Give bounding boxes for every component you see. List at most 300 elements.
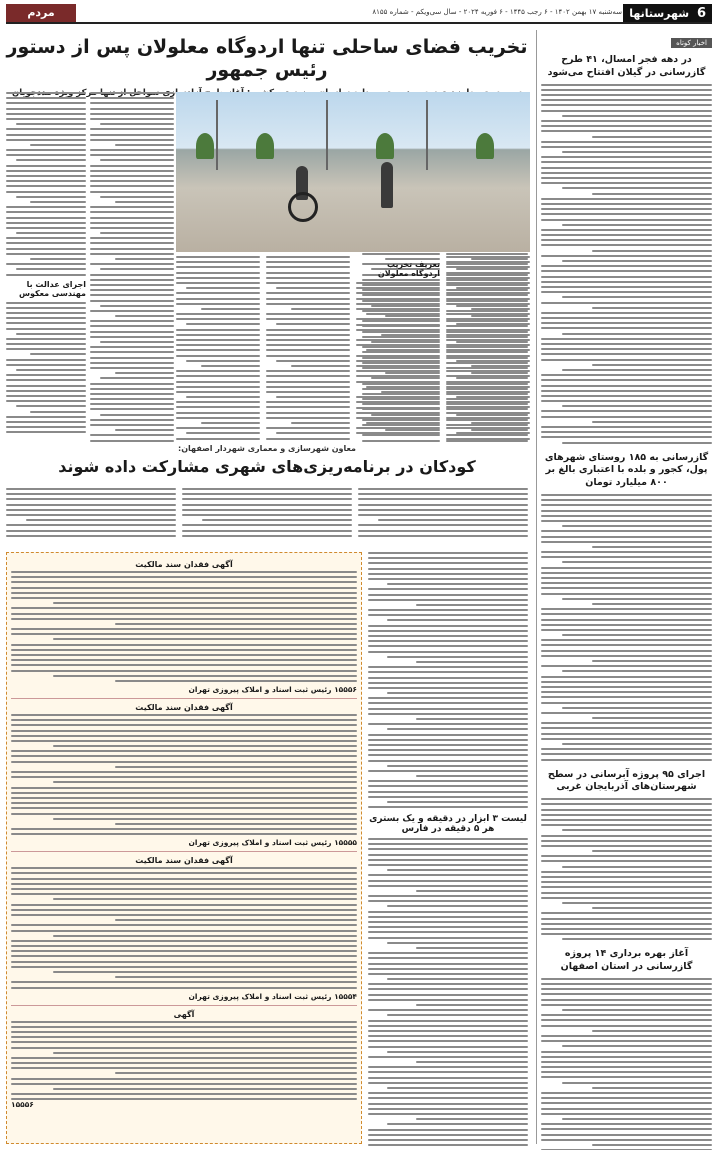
text-line <box>6 206 86 208</box>
text-line <box>541 89 712 91</box>
text-line <box>541 84 712 86</box>
lead-story <box>6 30 528 298</box>
text-line <box>6 385 86 387</box>
text-line <box>446 355 530 357</box>
text-line <box>90 419 174 421</box>
text-line <box>541 567 712 569</box>
text-line <box>100 341 174 343</box>
text-line <box>266 256 350 258</box>
text-line <box>541 410 712 412</box>
text-line <box>541 1108 712 1110</box>
text-line <box>592 1144 712 1146</box>
text-line <box>11 714 357 716</box>
text-line <box>541 814 712 816</box>
text-line <box>541 167 712 169</box>
text-line <box>356 355 440 357</box>
text-line <box>562 743 712 745</box>
text-line <box>368 640 528 642</box>
text-line <box>90 294 174 296</box>
text-line <box>541 881 712 883</box>
text-line <box>592 850 712 852</box>
text-line <box>16 333 86 335</box>
text-line <box>562 634 712 636</box>
text-line <box>592 364 712 366</box>
text-line <box>176 303 260 305</box>
text-line <box>358 493 528 495</box>
text-line <box>266 298 350 300</box>
text-line <box>387 692 528 694</box>
text-line <box>541 1051 712 1053</box>
text-line <box>6 364 86 366</box>
sidebar-item <box>541 452 712 761</box>
text-line <box>176 292 260 294</box>
text-line <box>541 835 712 837</box>
text-line <box>387 1014 528 1016</box>
news-box <box>368 814 528 1146</box>
text-line <box>90 388 174 390</box>
text-line <box>30 201 86 203</box>
text-line <box>6 102 86 104</box>
text-line <box>11 930 357 932</box>
text-line <box>53 898 357 900</box>
text-line <box>446 282 530 284</box>
text-line <box>266 277 350 279</box>
text-line <box>368 931 528 933</box>
text-line <box>541 871 712 873</box>
ad-footer: ۱۵۵۵۶ رئیس ثبت اسناد و املاک پیروزی تهران <box>188 684 357 694</box>
text-line <box>541 722 712 724</box>
text-line <box>592 136 712 138</box>
text-line <box>541 824 712 826</box>
text-line <box>358 535 528 537</box>
text-line <box>368 645 528 647</box>
text-line <box>562 369 712 371</box>
text-line <box>11 1067 357 1069</box>
text-line <box>90 175 174 177</box>
text-line <box>541 312 712 314</box>
text-line <box>541 208 712 210</box>
text-line <box>6 165 86 167</box>
text-line <box>541 104 712 106</box>
text-line <box>11 867 357 869</box>
text-line <box>541 130 712 132</box>
text-line <box>471 365 530 367</box>
text-line <box>11 649 357 651</box>
text-line <box>11 724 357 726</box>
text-line <box>16 268 86 270</box>
text-line <box>541 999 712 1001</box>
text-line <box>446 329 530 331</box>
text-line <box>368 1040 528 1042</box>
text-line <box>358 488 528 490</box>
text-line <box>541 983 712 985</box>
text-line <box>11 1093 357 1095</box>
text-line <box>266 292 350 294</box>
text-line <box>11 833 357 835</box>
text-line <box>541 239 712 241</box>
text-line <box>562 561 712 563</box>
text-line <box>356 360 440 362</box>
text-line <box>11 828 357 830</box>
text-line <box>90 128 174 130</box>
text-line <box>541 177 712 179</box>
sidebar-item <box>541 948 712 1150</box>
text-line <box>186 360 260 362</box>
text-line <box>6 400 86 402</box>
text-line <box>53 935 357 937</box>
text-line <box>6 322 86 324</box>
text-line <box>541 536 712 538</box>
text-line <box>541 897 712 899</box>
text-line <box>446 318 530 320</box>
text-line <box>291 365 350 367</box>
text-line <box>266 381 350 383</box>
text-line <box>11 659 357 661</box>
text-line <box>11 750 357 752</box>
text-line <box>541 270 712 272</box>
text-line <box>90 92 174 94</box>
text-line <box>562 829 712 831</box>
text-line <box>11 883 357 885</box>
text-line <box>387 1087 528 1089</box>
text-line <box>456 323 530 325</box>
text-line <box>541 1004 712 1006</box>
text-line <box>562 115 712 117</box>
text-line <box>541 343 712 345</box>
text-line <box>541 286 712 288</box>
text-line <box>368 1092 528 1094</box>
text-line <box>266 261 350 263</box>
text-line <box>266 339 350 341</box>
text-line <box>16 123 86 125</box>
text-line <box>266 329 350 331</box>
text-line <box>11 955 357 957</box>
text-line <box>541 182 712 184</box>
text-line <box>11 888 357 890</box>
text-line <box>90 331 174 333</box>
text-line <box>100 159 174 161</box>
text-line <box>11 961 357 963</box>
text-line <box>368 780 528 782</box>
text-line <box>11 924 357 926</box>
text-line <box>541 696 712 698</box>
text-line <box>541 400 712 402</box>
text-line <box>541 727 712 729</box>
masthead <box>6 4 712 37</box>
text-line <box>541 855 712 857</box>
news-box-title: لیست ۳ ابزار در دقیقه و یک بستری هر ۵ دقیقه در فارس <box>369 814 527 834</box>
text-line <box>381 334 440 336</box>
text-line <box>356 427 440 429</box>
text-line <box>592 250 712 252</box>
text-line <box>368 708 528 710</box>
text-line <box>6 343 86 345</box>
text-line <box>90 134 174 136</box>
text-line <box>201 422 260 424</box>
text-line <box>446 412 530 414</box>
text-line <box>541 876 712 878</box>
text-line <box>541 644 712 646</box>
text-line <box>592 660 712 662</box>
text-line <box>368 796 528 798</box>
text-line <box>541 681 712 683</box>
text-line <box>541 385 712 387</box>
text-line <box>541 624 712 626</box>
text-line <box>6 431 86 433</box>
text-line <box>541 265 712 267</box>
text-line <box>90 398 174 400</box>
text-line <box>182 535 352 537</box>
text-line <box>11 628 357 630</box>
text-line <box>416 718 528 720</box>
text-line <box>358 509 528 511</box>
text-line <box>368 952 528 954</box>
text-line <box>562 405 712 407</box>
text-line <box>11 576 357 578</box>
text-line <box>541 426 712 428</box>
sidebar-item <box>541 54 712 444</box>
text-line <box>6 348 86 350</box>
text-line <box>368 988 528 990</box>
text-line <box>6 175 86 177</box>
text-line <box>115 429 174 431</box>
story-intro <box>6 488 528 544</box>
text-line <box>266 349 350 351</box>
text-line <box>90 383 174 385</box>
text-line <box>368 843 528 845</box>
text-line <box>562 670 712 672</box>
text-line <box>6 211 86 213</box>
text-line <box>30 258 86 260</box>
text-line <box>90 336 174 338</box>
text-line <box>368 963 528 965</box>
text-line <box>11 1057 357 1059</box>
text-line <box>6 390 86 392</box>
text-line <box>356 324 440 326</box>
sidebar-item-body <box>541 494 712 761</box>
text-line <box>541 1139 712 1141</box>
text-line <box>366 422 440 424</box>
text-line <box>541 219 712 221</box>
text-line <box>176 417 260 419</box>
text-line <box>6 416 86 418</box>
text-line <box>356 370 440 372</box>
text-line <box>541 515 712 517</box>
text-line <box>387 869 528 871</box>
text-line <box>115 766 357 768</box>
text-line <box>90 434 174 436</box>
text-line <box>387 1123 528 1125</box>
text-line <box>362 253 440 255</box>
text-line <box>562 296 712 298</box>
text-line <box>356 381 440 383</box>
text-line <box>541 587 712 589</box>
text-line <box>368 859 528 861</box>
text-line <box>176 339 260 341</box>
text-line <box>387 656 528 658</box>
text-line <box>446 253 528 255</box>
text-line <box>11 740 357 742</box>
article-column <box>6 92 86 433</box>
text-line <box>6 307 86 309</box>
text-line <box>182 530 352 532</box>
text-line <box>541 1097 712 1099</box>
text-line <box>11 904 357 906</box>
text-line <box>6 149 86 151</box>
section-subhead: تعریف تخریب اردوگاه معلولان <box>377 260 440 278</box>
text-line <box>456 432 530 434</box>
text-line <box>366 313 440 315</box>
sidebar-item <box>541 769 712 941</box>
text-line <box>368 854 528 856</box>
text-line <box>368 838 528 840</box>
text-line <box>11 618 357 620</box>
text-line <box>291 422 350 424</box>
text-line <box>356 339 440 341</box>
text-line <box>368 760 528 762</box>
text-line <box>368 900 528 902</box>
text-line <box>562 938 712 940</box>
text-line <box>541 120 712 122</box>
text-line <box>368 702 528 704</box>
text-line <box>562 1045 712 1047</box>
text-line <box>100 377 174 379</box>
text-line <box>541 110 712 112</box>
text-line <box>176 318 260 320</box>
text-line <box>6 118 86 120</box>
text-line <box>30 353 86 355</box>
text-line <box>368 651 528 653</box>
text-line <box>368 568 528 570</box>
text-line <box>368 562 528 564</box>
text-line <box>368 999 528 1001</box>
text-line <box>176 261 260 263</box>
text-line <box>356 282 440 284</box>
text-line <box>368 1066 528 1068</box>
text-line <box>368 1009 528 1011</box>
text-line <box>356 308 440 310</box>
text-line <box>368 635 528 637</box>
text-line <box>368 614 528 616</box>
text-line <box>90 440 174 442</box>
text-line <box>541 923 712 925</box>
text-line <box>541 933 712 935</box>
text-line <box>11 872 357 874</box>
brand-logo: مردم سالاری <box>6 4 76 22</box>
text-line <box>541 317 712 319</box>
text-line <box>562 1118 712 1120</box>
text-line <box>201 365 260 367</box>
text-line <box>446 277 530 279</box>
text-line <box>368 588 528 590</box>
text-line <box>541 348 712 350</box>
sidebar-item-title: اجرای ۹۵ پروژه آبرسانی در سطح شهرستان‌های آذربایجان غربی <box>547 768 706 793</box>
text-line <box>90 217 174 219</box>
text-line <box>6 227 86 229</box>
text-line <box>541 234 712 236</box>
text-line <box>176 349 260 351</box>
text-line <box>6 134 86 136</box>
text-line <box>266 282 350 284</box>
text-line <box>368 1103 528 1105</box>
text-line <box>541 530 712 532</box>
text-line <box>541 1019 712 1021</box>
text-line <box>541 379 712 381</box>
text-line <box>90 154 174 156</box>
text-line <box>90 139 174 141</box>
text-line <box>358 530 528 532</box>
text-line <box>115 976 357 978</box>
text-line <box>356 344 440 346</box>
text-line <box>541 1035 712 1037</box>
text-line <box>53 675 357 677</box>
text-line <box>202 519 352 521</box>
text-line <box>562 1009 712 1011</box>
text-line <box>368 697 528 699</box>
text-line <box>6 97 86 99</box>
text-line <box>541 322 712 324</box>
text-line <box>541 608 712 610</box>
ad-footer: ۱۵۵۵۴ رئیس ثبت اسناد و املاک پیروزی تهران <box>188 991 357 1001</box>
text-line <box>366 386 440 388</box>
text-line <box>90 408 174 410</box>
text-line <box>356 287 440 289</box>
text-line <box>368 1056 528 1058</box>
text-line <box>592 717 712 719</box>
text-line <box>6 426 86 428</box>
text-line <box>6 222 86 224</box>
text-line <box>115 258 174 260</box>
text-line <box>387 619 528 621</box>
text-line <box>541 1092 712 1094</box>
text-line <box>368 791 528 793</box>
text-line <box>356 292 440 294</box>
text-line <box>30 411 86 413</box>
text-line <box>90 300 174 302</box>
text-line <box>358 514 528 516</box>
text-line <box>541 639 712 641</box>
text-line <box>446 313 530 315</box>
text-line <box>416 1004 528 1006</box>
text-line <box>562 707 712 709</box>
text-line <box>368 1030 528 1032</box>
text-line <box>266 303 350 305</box>
text-line <box>176 277 260 279</box>
text-line <box>541 753 712 755</box>
text-line <box>90 403 174 405</box>
text-line <box>90 185 174 187</box>
text-line <box>176 386 260 388</box>
text-line <box>176 256 260 258</box>
text-line <box>201 308 260 310</box>
text-line <box>11 940 357 942</box>
text-line <box>541 892 712 894</box>
text-line <box>11 914 357 916</box>
text-line <box>6 524 176 526</box>
text-line <box>6 185 86 187</box>
text-line <box>541 1014 712 1016</box>
text-line <box>416 1118 528 1120</box>
text-line <box>592 307 712 309</box>
text-line <box>176 381 260 383</box>
text-line <box>446 344 530 346</box>
lead-body <box>6 92 528 452</box>
text-line <box>541 1113 712 1115</box>
text-line <box>11 613 357 615</box>
text-line <box>358 504 528 506</box>
text-line <box>182 498 352 500</box>
text-line <box>368 785 528 787</box>
